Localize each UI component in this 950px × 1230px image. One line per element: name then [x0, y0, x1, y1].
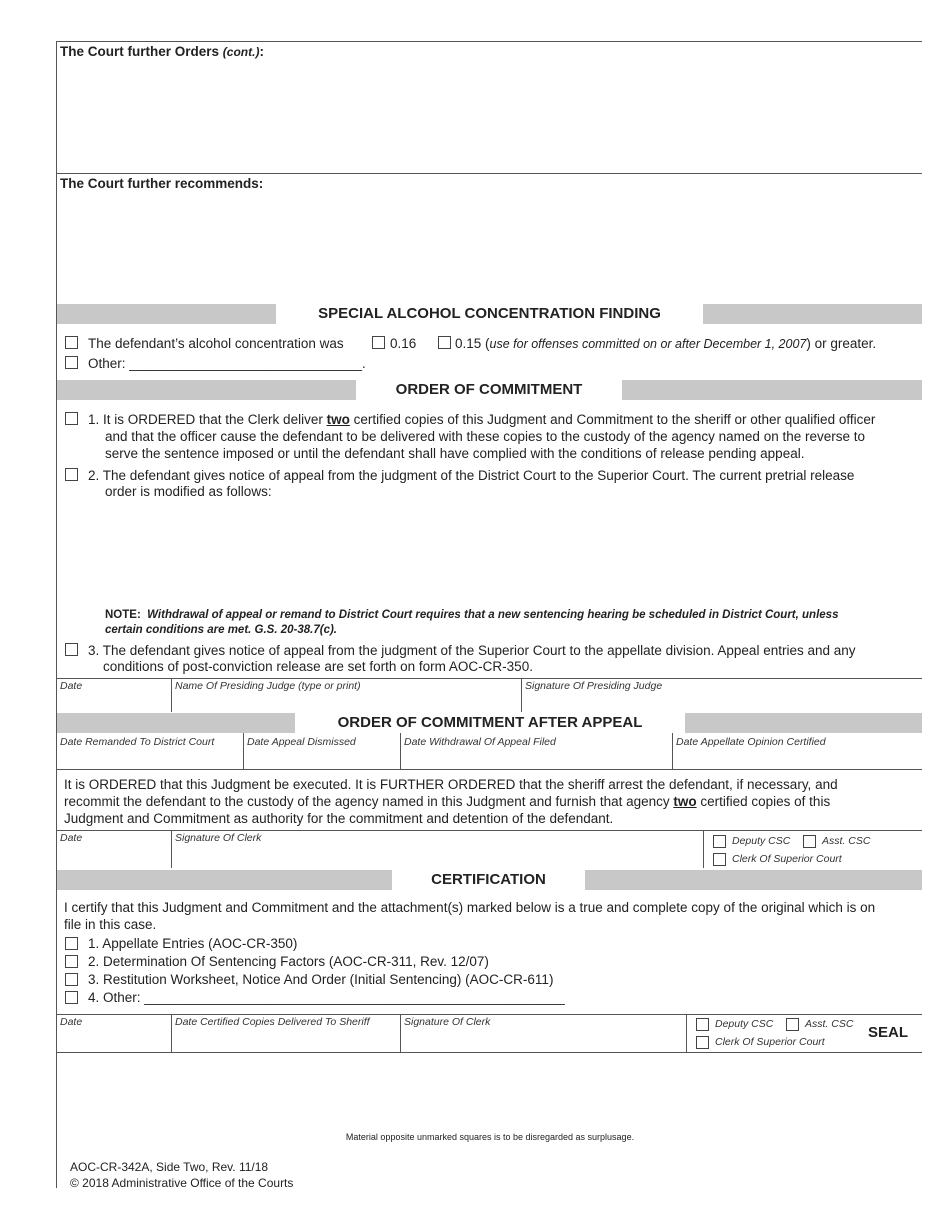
clerk-signature-label: Signature Of Clerk: [175, 832, 262, 844]
remanded-date-label: Date Remanded To District Court: [60, 736, 215, 748]
commitment-item1-line2: and that the officer cause the defendant to be delivered with these copies to the custody of the agency named on the reverse to: [105, 429, 866, 444]
appeal-deputy-csc-checkbox[interactable]: [713, 835, 726, 848]
cert-item4-checkbox[interactable]: [65, 991, 78, 1004]
recommends-field[interactable]: [57, 194, 922, 302]
judge-date-field[interactable]: [57, 694, 170, 712]
appeal-row-bottom: [56, 769, 922, 770]
cert-delivered-label: Date Certified Copies Delivered To Sheriff: [175, 1016, 370, 1028]
copyright: © 2018 Administrative Office of the Courts: [70, 1176, 294, 1190]
commitment-item2-line1: 2. The defendant gives notice of appeal from the judgment of the District Court to the Superior Court. The current pretrial release: [88, 468, 855, 483]
cert-clerk-checkbox[interactable]: [696, 1036, 709, 1049]
commitment-item2-line2: order is modified as follows:: [105, 484, 272, 499]
cert-delivered-field[interactable]: [172, 1032, 399, 1050]
judge-date-label: Date: [60, 680, 83, 692]
dismissed-date-label: Date Appeal Dismissed: [247, 736, 356, 748]
dismissed-date-field[interactable]: [244, 750, 399, 768]
cert-row-bottom: [56, 1052, 922, 1053]
withdrawal-date-field[interactable]: [401, 750, 671, 768]
cert-asst-csc-label: Asst. CSC: [805, 1018, 854, 1030]
alcohol-016-checkbox[interactable]: [372, 336, 385, 349]
appeal-clerk-checkbox[interactable]: [713, 853, 726, 866]
cert-date-field[interactable]: [57, 1032, 170, 1050]
cert-asst-csc-checkbox[interactable]: [786, 1018, 799, 1031]
withdrawal-date-label: Date Withdrawal Of Appeal Filed: [404, 736, 556, 748]
appeal-asst-csc-checkbox[interactable]: [803, 835, 816, 848]
cert-row-top: [56, 1014, 922, 1015]
commitment-item3-line2: conditions of post-conviction release are set forth on form AOC-CR-350.: [103, 659, 533, 674]
execute-order-paragraph: It is ORDERED that this Judgment be executed. It is FURTHER ORDERED that the sheriff arrest the defendant, if necessary, and recommit the defendant to the custody of the agency named in this Judgment and furnish that agency two certified copies of this Judgment and Commitment as authority for the commitment and detention of the defendant.: [64, 777, 838, 826]
alcohol-text: The defendant’s alcohol concentration was: [88, 336, 344, 351]
judge-name-field[interactable]: [172, 694, 520, 712]
orders-cont-field[interactable]: [57, 62, 922, 172]
opinion-date-field[interactable]: [673, 750, 921, 768]
appeal-note: NOTE: Withdrawal of appeal or remand to District Court requires that a new sentencing hearing be scheduled in District Court, unless certain conditions are met. G.S. 20-38.7(c).: [105, 609, 839, 636]
commitment-title: ORDER OF COMMITMENT: [356, 380, 622, 400]
alcohol-concentration-checkbox[interactable]: [65, 336, 78, 349]
cert-date-label: Date: [60, 1016, 83, 1028]
alcohol-title: SPECIAL ALCOHOL CONCENTRATION FINDING: [276, 304, 703, 324]
alcohol-015-label: 0.15 (use for offenses committed on or after December 1, 2007) or greater.: [455, 336, 877, 351]
release-modification-field[interactable]: [105, 502, 905, 602]
commitment-item1-line3: serve the sentence imposed or until the defendant shall have complied with the conditions of release pending appeal.: [105, 446, 805, 461]
after-appeal-title: ORDER OF COMMITMENT AFTER APPEAL: [295, 713, 685, 733]
cert-item1-checkbox[interactable]: [65, 937, 78, 950]
recommends-heading: The Court further recommends:: [60, 176, 264, 191]
cert-item2-checkbox[interactable]: [65, 955, 78, 968]
cert-item2-label: 2. Determination Of Sentencing Factors (AOC-CR-311, Rev. 12/07): [88, 954, 489, 969]
cert-signature-field[interactable]: [401, 1032, 685, 1050]
clerk-date-label: Date: [60, 832, 83, 844]
seal-area: [800, 1053, 920, 1133]
clerk-signature-field[interactable]: [172, 848, 702, 866]
judge-signature-field[interactable]: [522, 694, 920, 712]
cert-signature-label: Signature Of Clerk: [404, 1016, 491, 1028]
divider-recommends: [56, 173, 922, 174]
clerk-row-top: [56, 830, 922, 831]
cert-item3-checkbox[interactable]: [65, 973, 78, 986]
commitment-item3-line1: 3. The defendant gives notice of appeal from the judgment of the Superior Court to the appellate division. Appeal entries and any: [88, 643, 856, 658]
clerk-row-div2: [703, 830, 704, 868]
commitment-item2-checkbox[interactable]: [65, 468, 78, 481]
opinion-date-label: Date Appellate Opinion Certified: [676, 736, 826, 748]
appeal-clerk-label: Clerk Of Superior Court: [732, 853, 842, 865]
commitment-item1-checkbox[interactable]: [65, 412, 78, 425]
appeal-asst-csc-label: Asst. CSC: [822, 835, 871, 847]
cert-row-div3: [686, 1014, 687, 1052]
judge-signature-label: Signature Of Presiding Judge: [525, 680, 663, 692]
remanded-date-field[interactable]: [57, 750, 242, 768]
cert-deputy-csc-label: Deputy CSC: [715, 1018, 774, 1030]
seal-label: SEAL: [868, 1024, 909, 1041]
cert-deputy-csc-checkbox[interactable]: [696, 1018, 709, 1031]
cert-item1-label: 1. Appellate Entries (AOC-CR-350): [88, 936, 298, 951]
alcohol-other-field[interactable]: Other: _______________________________.: [88, 356, 366, 371]
cert-clerk-label: Clerk Of Superior Court: [715, 1036, 825, 1048]
judge-name-label: Name Of Presiding Judge (type or print): [175, 680, 361, 692]
orders-cont-heading: The Court further Orders (cont.):: [60, 44, 264, 59]
alcohol-015-checkbox[interactable]: [438, 336, 451, 349]
surplusage-notice: Material opposite unmarked squares is to be disregarded as surplusage.: [345, 1132, 635, 1142]
certification-title: CERTIFICATION: [392, 870, 585, 890]
commitment-item1-line1: 1. It is ORDERED that the Clerk deliver two certified copies of this Judgment and Commitment to the sheriff or other qualified officer: [88, 412, 876, 427]
alcohol-other-checkbox[interactable]: [65, 356, 78, 369]
top-rule: [56, 41, 922, 42]
cert-item4-field[interactable]: 4. Other: ________________________________________________________: [88, 990, 565, 1005]
form-id: AOC-CR-342A, Side Two, Rev. 11/18: [70, 1160, 269, 1174]
alcohol-016-label: 0.16: [390, 336, 417, 351]
appeal-deputy-csc-label: Deputy CSC: [732, 835, 791, 847]
clerk-date-field[interactable]: [57, 848, 170, 866]
cert-item3-label: 3. Restitution Worksheet, Notice And Order (Initial Sentencing) (AOC-CR-611): [88, 972, 554, 987]
judge-row-top: [56, 678, 922, 679]
certification-paragraph: I certify that this Judgment and Commitment and the attachment(s) marked below is a true and complete copy of the original which is on file in this case.: [64, 900, 876, 932]
commitment-item3-checkbox[interactable]: [65, 643, 78, 656]
